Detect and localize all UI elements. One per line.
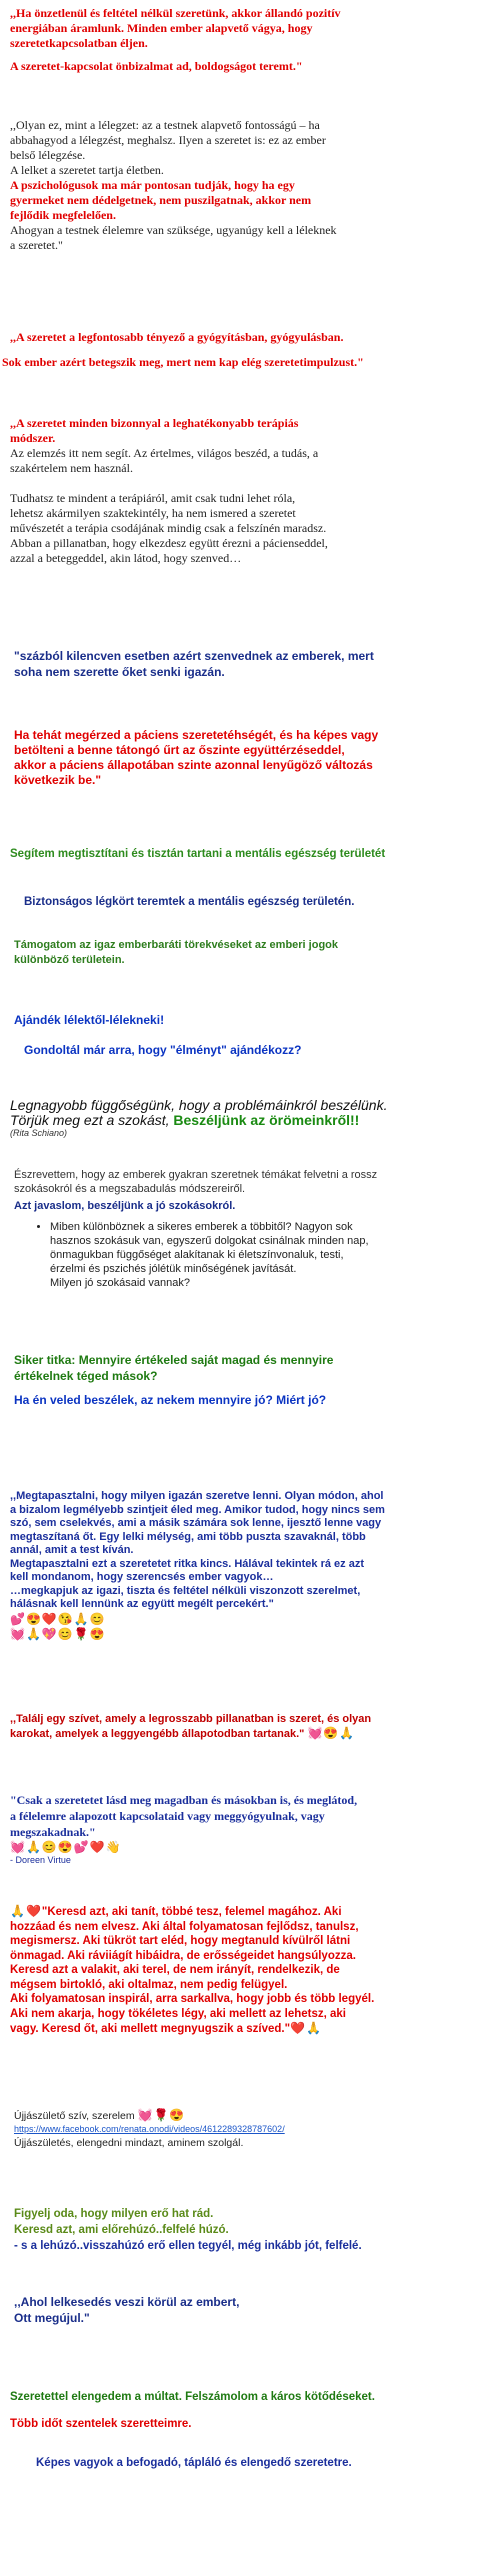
text-span: karokat, amelyek a leggyengébb állapotodban tartanak." bbox=[10, 1728, 308, 1740]
text-line: Ha én veled beszélek, az nekem mennyire jó? Miért jó? bbox=[14, 1393, 327, 1407]
text-line: Miben különböznek a sikeres emberek a többitől? Nagyon sok bbox=[50, 1221, 353, 1233]
text-line: Az elemzés itt nem segít. Az értelmes, világos beszéd, a tudás, a bbox=[10, 446, 319, 460]
text-line: Azt javaslom, beszéljünk a jó szokásokról. bbox=[14, 1200, 236, 1212]
text-line: hálásnak kell lennünk az együtt megélt percekért." bbox=[10, 1598, 274, 1610]
text-line: Aki folyamatosan inspirál, arra sarkallva, hogy jobb és több legyél. bbox=[10, 1993, 375, 2005]
text-line: a szeretet." bbox=[10, 238, 63, 252]
text-line: azzal a beteggeddel, akin látod, hogy szenved… bbox=[10, 551, 242, 565]
text-line: önmagad. Aki ráviiágít hibáidra, de erősségeidet hangsúlyozza. bbox=[10, 1949, 356, 1962]
text-line: lehetsz akármilyen szaktekintély, ha nem ismered a szeretet bbox=[10, 506, 296, 520]
text-line: A pszichológusok ma már pontosan tudják, hogy ha egy bbox=[10, 178, 295, 192]
quote-suffering bbox=[14, 648, 479, 680]
text-line: Sok ember azért betegszik meg, mert nem kap elég szeretetimpulzust." bbox=[2, 355, 364, 369]
text-line: akkor a páciens állapotában szinte azonnal lenyűgöző változás bbox=[14, 758, 373, 772]
text-line: Milyen jó szokásaid vannak? bbox=[50, 1277, 191, 1289]
quote-unconditional-love bbox=[10, 6, 479, 74]
text-line: …megkapjuk az igazi, tiszta és feltétel nélküli viszonzott szerelmet, bbox=[10, 1584, 361, 1597]
text-line: soha nem szerette őket senki igazán. bbox=[14, 665, 225, 679]
text-line: Gondoltál már arra, hogy "élményt" ajándékozz? bbox=[24, 1043, 302, 1057]
quote-healing bbox=[2, 330, 479, 370]
text-line: ,,A szeretet a legfontosabb tényező a gyógyításban, gyógyulásban. bbox=[10, 330, 344, 344]
text-line: Képes vagyok a befogadó, tápláló és elengedő szeretetre. bbox=[36, 2457, 352, 2469]
text-line: Ahogyan a testnek élelemre van szüksége, ugyanúgy kell a léleknek bbox=[10, 223, 337, 237]
emoji-group: 💓😍🙏 bbox=[307, 1726, 356, 1740]
facebook-video-link[interactable]: https://www.facebook.com/renata.onodi/videos/4612289328787602/ bbox=[14, 2124, 285, 2134]
text-line: Ajándék lélektől-lélekneki! bbox=[14, 1013, 165, 1027]
text-line: Keresd azt a valakit, aki terel, de nem irányít, rendelkezik, de bbox=[10, 1964, 340, 1976]
text-line: ,,Megtapasztalni, hogy milyen igazán szeretve lenni. Olyan módon, ahol bbox=[10, 1490, 384, 1502]
text-line: módszer. bbox=[10, 431, 56, 445]
text-line: annál, amit a test kíván. bbox=[10, 1544, 134, 1556]
quote-empathy bbox=[14, 728, 479, 788]
text-line: Biztonságos légkört teremtek a mentális egészség területén. bbox=[24, 896, 355, 908]
text-line: megszakadnak." bbox=[10, 1825, 96, 1839]
text-line: belső lélegzése. bbox=[10, 148, 86, 162]
list-item bbox=[50, 1220, 479, 1290]
text-line bbox=[14, 2108, 479, 2123]
emoji-group: ❤️🙏 bbox=[290, 2021, 322, 2035]
text-line bbox=[10, 1904, 479, 1920]
text-line: szó, sem cselekvés, ami a másik számára sok lenne, ijesztő lenne vagy bbox=[10, 1517, 382, 1529]
emoji-group: 💓🌹😍 bbox=[137, 2108, 186, 2122]
text-line: mégsem birtokló, aki oltalmaz, nem pedig felügyel. bbox=[10, 1978, 288, 1991]
text-line: érzelmi és pszichés jólétük minőségének javítását. bbox=[50, 1263, 297, 1275]
text-line: Támogatom az igaz emberbaráti törekvéseket az emberi jogok bbox=[14, 939, 339, 951]
text-line: megtaszítaná őt. Egy lelki mélység, ami több puszta szavaknál, több bbox=[10, 1530, 366, 1543]
quote-find-a-heart bbox=[10, 1712, 479, 1741]
highlight-span: Beszéljünk az örömeinkről!! bbox=[173, 1112, 360, 1128]
text-line: szeretetkapcsolatban éljen. bbox=[10, 36, 148, 50]
text-line: ,,A szeretet minden bizonnyal a leghatékonyabb terápiás bbox=[10, 416, 299, 430]
text-line: Segítem megtisztítani és tisztán tartani a mentális egészség területét bbox=[10, 848, 386, 860]
quote-enthusiasm bbox=[14, 2294, 479, 2326]
text-line: értékelnek téged mások? bbox=[14, 1369, 158, 1383]
text-line: szakértelem nem használ. bbox=[10, 461, 133, 475]
text-line: kell mondanom, hogy szerencsés ember vagyok… bbox=[10, 1571, 274, 1583]
text-line: gyermeket nem dédelgetnek, nem puszilgatnak, akkor nem bbox=[10, 193, 312, 207]
human-rights-statement bbox=[14, 938, 479, 968]
text-line: betölteni a benne tátongó űrt az őszinte együttérzéseddel, bbox=[14, 743, 345, 757]
text-line: energiában áramlunk. Minden ember alapvető vágya, hogy bbox=[10, 21, 313, 35]
quote-rita-schiano bbox=[10, 1098, 479, 1138]
text-line bbox=[10, 1113, 479, 1128]
text-line: Legnagyobb függőségünk, hogy a problémáinkról beszélünk. bbox=[10, 1097, 388, 1113]
text-line: ,,Ahol lelkesedés veszi körül az embert, bbox=[14, 2295, 240, 2309]
text-span: Újjászülető szív, szerelem bbox=[14, 2110, 138, 2122]
text-line: különböző területein. bbox=[14, 954, 125, 966]
safe-atmosphere-statement bbox=[24, 894, 479, 910]
quote-seek-the-one bbox=[10, 1904, 479, 2037]
text-line: fejlődik megfelelően. bbox=[10, 208, 116, 222]
good-habits-section bbox=[14, 1168, 479, 1290]
text-line: "százból kilencven esetben azért szenvednek az emberek, mert bbox=[14, 649, 374, 663]
author-credit: (Rita Schiano) bbox=[10, 1128, 68, 1138]
text-line: önmagukban függőséget alakítanak ki életszínvonaluk, testi, bbox=[50, 1249, 344, 1261]
text-line: Siker titka: Mennyire értékeled saját magad és mennyire bbox=[14, 1353, 334, 1367]
text-line: Újjászületés, elengedni mindazt, aminem szolgál. bbox=[14, 2137, 244, 2149]
text-line: Tudhatsz te mindent a terápiáról, amit csak tudni lehet róla, bbox=[10, 491, 296, 505]
text-line: hasznos szokásuk van, egyszerű dolgokat csinálnak minden nap, bbox=[50, 1235, 369, 1247]
text-line: ,,Ha önzetlenül és feltétel nélkül szeretünk, akkor állandó pozitív bbox=[10, 6, 341, 20]
emoji-row: 💓🙏💖😊🌹😍 bbox=[10, 1626, 106, 1641]
text-line: Ha tehát megérzed a páciens szeretetéhségét, és ha képes vagy bbox=[14, 728, 379, 742]
text-line: Észrevettem, hogy az emberek gyakran szeretnek témákat felvetni a rossz bbox=[14, 1169, 378, 1181]
text-line: szokásokról és a megszabadulás módszereiről. bbox=[14, 1183, 246, 1195]
text-span: Törjük meg ezt a szokást, bbox=[10, 1112, 174, 1128]
emoji-group: 🙏❤️ bbox=[10, 1904, 42, 1918]
quote-doreen-virtue bbox=[10, 1792, 479, 1865]
text-line bbox=[10, 1726, 479, 1741]
emoji-row: 💓🙏😊😍💕❤️👋 bbox=[10, 1840, 122, 1854]
text-line: Szeretettel elengedem a múltat. Felszámolom a káros kötődéseket. bbox=[10, 2391, 375, 2403]
affirmations-section bbox=[10, 2390, 479, 2471]
text-line: Figyelj oda, hogy milyen erő hat rád. bbox=[14, 2208, 214, 2220]
text-line: A lelket a szeretet tartja életben. bbox=[10, 163, 164, 177]
emoji-row: 💕😍❤️😘🙏😊 bbox=[10, 1611, 106, 1626]
habits-list bbox=[14, 1220, 479, 1290]
text-line: ,,Találj egy szívet, amely a legrosszabb pillanatban is szeret, és olyan bbox=[10, 1713, 372, 1725]
text-line: Megtapasztalni ezt a szeretetet ritka kincs. Hálával tekintek rá ez azt bbox=[10, 1557, 364, 1570]
text-line bbox=[10, 2021, 479, 2037]
text-line: a félelemre alapozott kapcsolataid vagy meggyógyulnak, vagy bbox=[10, 1809, 325, 1823]
text-line: a bizalom legmélyebb szintjeit éled meg. Amikor tudod, hogy nincs sem bbox=[10, 1503, 385, 1516]
text-line: Keresd azt, ami előrehúzó..felfelé húzó. bbox=[14, 2224, 229, 2236]
text-line: abbahagyod a lélegzést, meghalsz. Ilyen a szeretet is: ez az ember bbox=[10, 133, 326, 147]
success-secret-section bbox=[14, 1352, 479, 1408]
text-line: Ott megújul." bbox=[14, 2311, 90, 2325]
quote-therapy bbox=[10, 416, 479, 566]
text-line: "Csak a szeretetet lásd meg magadban és másokban is, és meglátod, bbox=[10, 1793, 358, 1807]
quote-true-love bbox=[10, 1490, 479, 1642]
text-line: hozzáad és nem elvesz. Aki által folyamatosan fejlődsz, tanulsz, bbox=[10, 1920, 359, 1933]
text-line: művészetét a terápia csodájának mindig csak a felszínén maradsz. bbox=[10, 521, 327, 535]
text-line: Aki nem akarja, hogy tökéletes légy, aki mellett az lehetsz, aki bbox=[10, 2007, 346, 2020]
pulling-force-section bbox=[14, 2206, 479, 2254]
text-line: megismersz. Aki tükröt tart eléd, hogy megtanuld kívülről látni bbox=[10, 1935, 351, 1947]
mental-health-statement bbox=[10, 846, 479, 862]
text-span: vagy. Keresd őt, aki mellett megnyugszik a szíved." bbox=[10, 2023, 291, 2035]
text-line: ,,Olyan ez, mint a lélegzet: az a testnek alapvető fontosságú – ha bbox=[10, 118, 320, 132]
text-span: "Keresd azt, aki tanít, többé tesz, felemel magához. Aki bbox=[41, 1906, 342, 1918]
text-line: Abban a pillanatban, hogy elkezdesz együtt érezni a pácienseddel, bbox=[10, 536, 328, 550]
text-line: Több időt szentelek szeretteimre. bbox=[10, 2418, 192, 2430]
reborn-heart-section bbox=[14, 2108, 479, 2150]
gift-section bbox=[14, 1012, 479, 1058]
text-line: - s a lehúzó..visszahúzó erő ellen tegyél, még inkább jót, felfelé. bbox=[14, 2240, 362, 2252]
text-line: A szeretet-kapcsolat önbizalmat ad, boldogságot teremt." bbox=[10, 59, 303, 73]
quote-breath-of-love bbox=[10, 118, 479, 253]
text-line: következik be." bbox=[14, 773, 102, 787]
author-credit: - Doreen Virtue bbox=[10, 1855, 71, 1865]
